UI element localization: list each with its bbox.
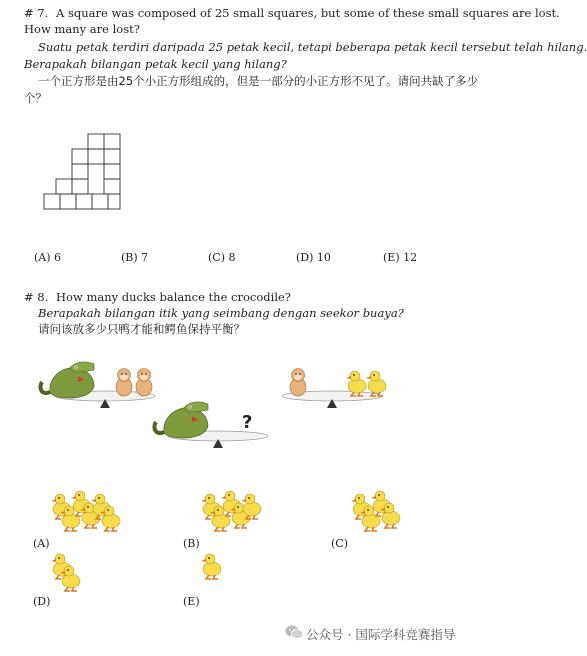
q7-number: # 7.: [24, 6, 49, 20]
question-mark: ?: [242, 412, 253, 433]
crocodile-icon: [154, 402, 208, 438]
q7-chinese-line1: 一个正方形是由25个小正方形组成的，但是一部分的小正方形不见了。请问共缺了多少: [38, 74, 479, 88]
q8-malay-line1: Berapakah bilangan itik yang seimbang dengan seekor buaya?: [38, 306, 404, 320]
duck-group-d: [51, 554, 80, 591]
duck-icon: [366, 371, 386, 396]
monkey-icon: [136, 369, 152, 397]
duck-group-e: [201, 554, 221, 579]
q7-option-e: (E) 12: [383, 251, 418, 264]
q7-malay-line2: Berapakah bilangan petak kecil yang hilang?: [24, 57, 287, 71]
q7-english-line1: A square was composed of 25 small squares, but some of these small squares are lost.: [56, 6, 560, 20]
q8-chinese-line1: 请问该放多少只鸭才能和鳄鱼保持平衡？: [38, 322, 245, 336]
q8-option-d: (D): [33, 595, 51, 608]
duck-group-a: [51, 491, 120, 531]
q7-option-b: (B) 7: [121, 251, 149, 264]
q8-number: # 8.: [24, 290, 49, 304]
q8-option-b: (B): [183, 537, 200, 550]
crocodile-icon: [40, 362, 94, 398]
monkey-icon: [116, 369, 132, 397]
balance-croc-vs-monkeys: [40, 362, 155, 408]
q8-option-c: (C): [331, 537, 348, 550]
q8-option-a: (A): [33, 537, 50, 550]
monkey-icon: [290, 369, 306, 397]
wechat-icon: [285, 624, 301, 640]
duck-icon: [201, 554, 221, 579]
watermark-text: 公众号 · 国际学科竞赛指导: [306, 627, 456, 642]
balance-croc-vs-unknown: [154, 402, 268, 448]
q8-english-line1: How many ducks balance the crocodile?: [56, 290, 291, 304]
balance-monkey-vs-ducks: [282, 369, 386, 409]
q7-option-a: (A) 6: [34, 251, 62, 264]
q7-english-line2: How many are lost?: [24, 22, 140, 36]
q8-option-e: (E): [183, 595, 200, 608]
duck-group-c: [351, 491, 400, 531]
q7-chinese-line2: 个？: [24, 91, 47, 105]
q7-option-c: (C) 8: [208, 251, 236, 264]
duck-group-b: [201, 491, 261, 531]
q7-malay-line1: Suatu petak terdiri daripada 25 petak kecil, tetapi beberapa petak kecil tersebut telah hilang.: [38, 40, 587, 54]
q7-option-d: (D) 10: [296, 251, 331, 264]
